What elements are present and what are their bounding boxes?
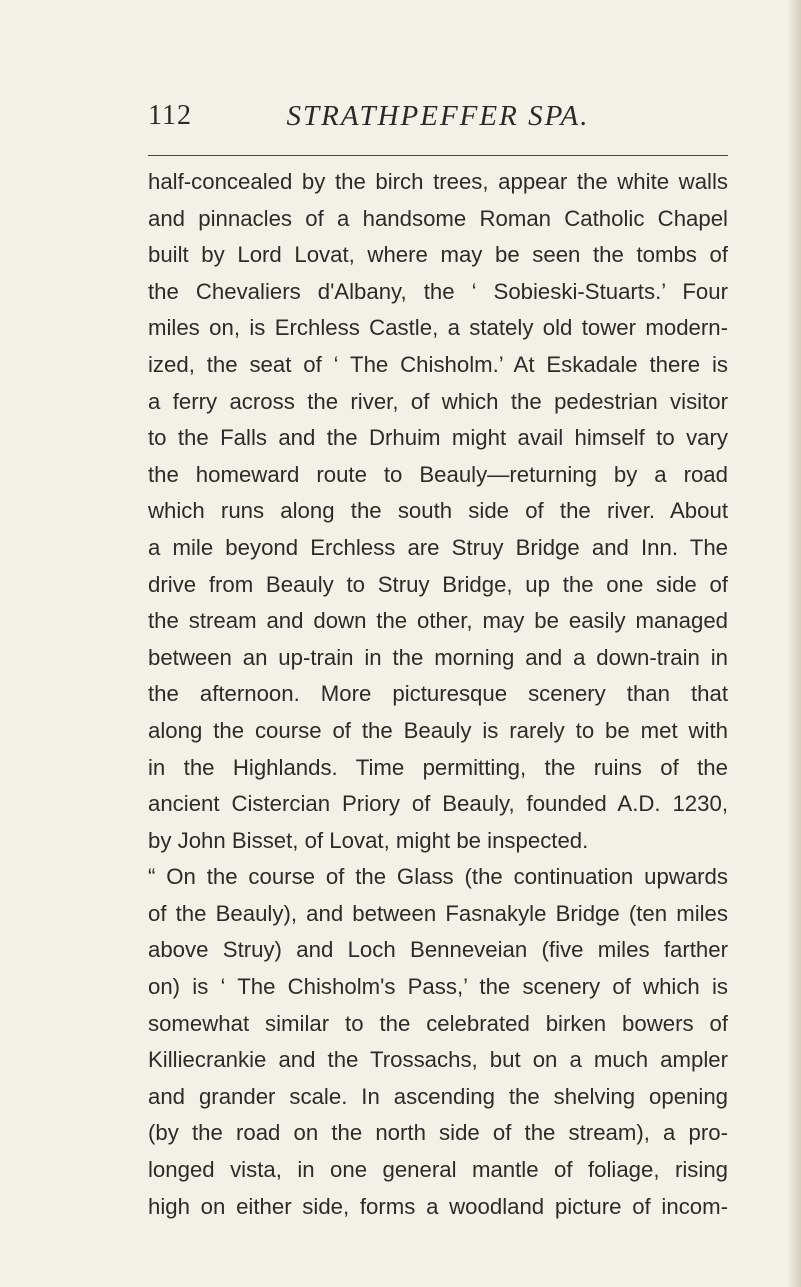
text-line: of the Beauly), and between Fasnakyle Bridge (ten miles xyxy=(148,900,728,926)
text-line: high on either side, forms a woodland picture of incom- xyxy=(148,1193,728,1219)
text-line: drive from Beauly to Struy Bridge, up the one side of xyxy=(148,571,728,597)
text-line: built by Lord Lovat, where may be seen the tombs of xyxy=(148,242,728,268)
text-line: by John Bisset, of Lovat, might be inspected. xyxy=(148,827,589,853)
text-line: on) is ‘ The Chisholm's Pass,’ the scenery of which is xyxy=(148,974,728,1000)
text-line: the homeward route to Beauly—returning by a road xyxy=(148,461,728,487)
page-header xyxy=(148,88,728,160)
text-line: “ On the course of the Glass (the continuation upwards xyxy=(148,864,728,890)
text-line: to the Falls and the Drhuim might avail himself to vary xyxy=(148,425,728,451)
text-line: above Struy) and Loch Benneveian (five miles farther xyxy=(148,937,728,963)
text-line: between an up-train in the morning and a down-train in xyxy=(148,644,728,670)
text-line: the stream and down the other, may be easily managed xyxy=(148,608,728,634)
text-line: along the course of the Beauly is rarely to be met with xyxy=(148,717,728,743)
text-line: the Chevaliers d'Albany, the ‘ Sobieski-Stuarts.’ Four xyxy=(148,278,728,304)
text-line: (by the road on the north side of the stream), a pro- xyxy=(148,1120,728,1146)
text-line: ized, the seat of ‘ The Chisholm.’ At Eskadale there is xyxy=(148,351,728,377)
text-line: which runs along the south side of the river. About xyxy=(148,498,728,524)
header-rule xyxy=(148,155,728,156)
text-line: and pinnacles of a handsome Roman Catholic Chapel xyxy=(148,205,728,231)
body-text xyxy=(148,164,728,1225)
text-line: miles on, is Erchless Castle, a stately old tower modern- xyxy=(148,315,728,341)
text-line: ancient Cistercian Priory of Beauly, founded A.D. 1230, xyxy=(148,791,728,817)
text-line: and grander scale. In ascending the shelving opening xyxy=(148,1083,728,1109)
text-line: somewhat similar to the celebrated birken bowers of xyxy=(148,1010,728,1036)
text-line: a mile beyond Erchless are Struy Bridge and Inn. The xyxy=(148,534,728,560)
text-line: Killiecrankie and the Trossachs, but on a much ampler xyxy=(148,1047,728,1073)
text-line: half-concealed by the birch trees, appear the white walls xyxy=(148,169,728,194)
text-line: in the Highlands. Time permitting, the ruins of the xyxy=(148,754,728,780)
page-edge-shadow xyxy=(787,0,801,1287)
text-line: longed vista, in one general mantle of foliage, rising xyxy=(148,1157,728,1183)
text-line: a ferry across the river, of which the pedestrian visitor xyxy=(148,388,728,414)
text-line: the afternoon. More picturesque scenery than that xyxy=(148,681,728,707)
running-head: STRATHPEFFER SPA. xyxy=(286,100,590,132)
page-number: 112 xyxy=(148,100,192,131)
